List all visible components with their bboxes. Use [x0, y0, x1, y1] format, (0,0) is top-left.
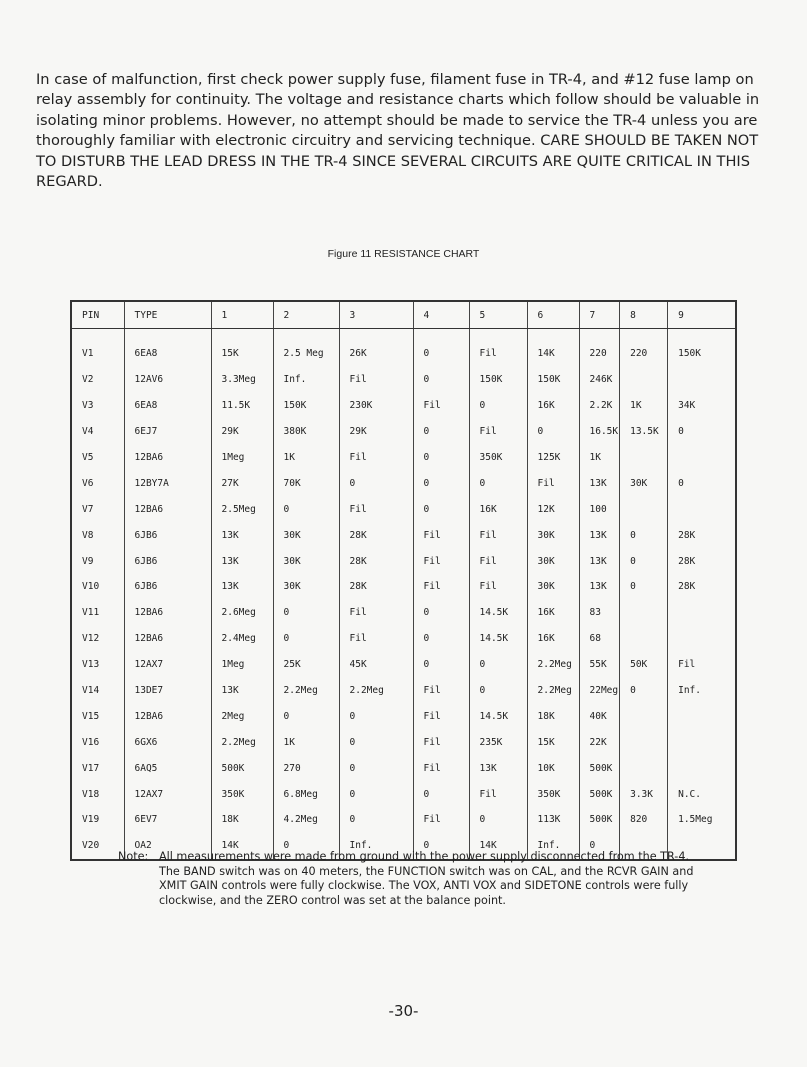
- type-cell: 12BA6: [124, 600, 211, 626]
- resistance-cell: [668, 703, 736, 729]
- resistance-cell: 13K: [211, 522, 273, 548]
- resistance-cell: 2.4Meg: [211, 626, 273, 652]
- table-row: [71, 496, 736, 522]
- pin-cell: V1: [71, 341, 124, 367]
- column-header: PIN: [71, 301, 124, 329]
- resistance-cell: 40K: [579, 703, 620, 729]
- resistance-cell: [620, 755, 668, 781]
- resistance-cell: 150K: [527, 367, 579, 393]
- resistance-cell: [668, 496, 736, 522]
- resistance-cell: 0: [339, 807, 413, 833]
- type-cell: 12AX7: [124, 652, 211, 678]
- resistance-cell: 13.5K: [620, 419, 668, 445]
- resistance-cell: 30K: [527, 548, 579, 574]
- resistance-cell: 28K: [339, 548, 413, 574]
- pin-cell: V8: [71, 522, 124, 548]
- resistance-cell: 1Meg: [211, 445, 273, 471]
- pin-cell: V18: [71, 781, 124, 807]
- pin-cell: V14: [71, 678, 124, 704]
- resistance-cell: 18K: [527, 703, 579, 729]
- resistance-cell: 22Meg: [579, 678, 620, 704]
- resistance-cell: 0: [620, 574, 668, 600]
- resistance-cell: 0: [339, 755, 413, 781]
- resistance-cell: 2.6Meg: [211, 600, 273, 626]
- resistance-cell: 13K: [579, 548, 620, 574]
- resistance-cell: 2.5 Meg: [273, 341, 339, 367]
- table-row: [71, 626, 736, 652]
- spacer-cell: [413, 329, 469, 342]
- resistance-cell: 12K: [527, 496, 579, 522]
- spacer-cell: [469, 329, 527, 342]
- resistance-cell: 13K: [469, 755, 527, 781]
- spacer-cell: [668, 329, 736, 342]
- resistance-cell: 1K: [579, 445, 620, 471]
- pin-cell: V12: [71, 626, 124, 652]
- resistance-cell: 16K: [527, 393, 579, 419]
- type-cell: 6JB6: [124, 574, 211, 600]
- type-cell: 12BA6: [124, 626, 211, 652]
- resistance-cell: 2.2K: [579, 393, 620, 419]
- resistance-cell: 0: [273, 703, 339, 729]
- resistance-cell: 1.5Meg: [668, 807, 736, 833]
- resistance-cell: Fil: [413, 807, 469, 833]
- resistance-cell: 4.2Meg: [273, 807, 339, 833]
- resistance-cell: [620, 600, 668, 626]
- resistance-cell: 15K: [211, 341, 273, 367]
- resistance-cell: 220: [620, 341, 668, 367]
- resistance-cell: 1Meg: [211, 652, 273, 678]
- table-row: [71, 678, 736, 704]
- spacer-row: [71, 329, 736, 342]
- resistance-cell: 0: [413, 496, 469, 522]
- resistance-cell: Fil: [413, 522, 469, 548]
- resistance-cell: 28K: [339, 574, 413, 600]
- resistance-cell: 350K: [527, 781, 579, 807]
- resistance-cell: 0: [413, 445, 469, 471]
- resistance-cell: 0: [339, 729, 413, 755]
- resistance-cell: 55K: [579, 652, 620, 678]
- type-cell: OA2: [124, 833, 211, 860]
- spacer-cell: [620, 329, 668, 342]
- spacer-cell: [124, 329, 211, 342]
- resistance-cell: Inf.: [668, 678, 736, 704]
- type-cell: 12AV6: [124, 367, 211, 393]
- resistance-cell: 14.5K: [469, 703, 527, 729]
- resistance-cell: 3.3Meg: [211, 367, 273, 393]
- spacer-cell: [527, 329, 579, 342]
- type-cell: 12AX7: [124, 781, 211, 807]
- resistance-cell: 50K: [620, 652, 668, 678]
- resistance-cell: 0: [413, 367, 469, 393]
- resistance-cell: 0: [620, 678, 668, 704]
- pin-cell: V5: [71, 445, 124, 471]
- resistance-cell: 28K: [339, 522, 413, 548]
- column-header: 2: [273, 301, 339, 329]
- resistance-cell: 150K: [273, 393, 339, 419]
- table-row: [71, 548, 736, 574]
- pin-cell: V17: [71, 755, 124, 781]
- resistance-cell: 0: [273, 626, 339, 652]
- resistance-cell: 2.2Meg: [273, 678, 339, 704]
- resistance-cell: 820: [620, 807, 668, 833]
- resistance-cell: 22K: [579, 729, 620, 755]
- column-header: 6: [527, 301, 579, 329]
- resistance-cell: Fil: [469, 574, 527, 600]
- resistance-cell: Fil: [413, 393, 469, 419]
- table-row: [71, 445, 736, 471]
- resistance-cell: [668, 367, 736, 393]
- resistance-cell: [668, 626, 736, 652]
- resistance-cell: 0: [413, 781, 469, 807]
- resistance-cell: 13K: [579, 470, 620, 496]
- type-cell: 6EA8: [124, 341, 211, 367]
- resistance-cell: [620, 445, 668, 471]
- type-cell: 12BA6: [124, 496, 211, 522]
- table-row: [71, 729, 736, 755]
- resistance-cell: 16K: [469, 496, 527, 522]
- type-cell: 6AQ5: [124, 755, 211, 781]
- pin-cell: V15: [71, 703, 124, 729]
- resistance-cell: 14K: [469, 833, 527, 860]
- table-header-row: [71, 301, 736, 329]
- resistance-cell: 0: [469, 807, 527, 833]
- resistance-cell: 28K: [668, 522, 736, 548]
- pin-cell: V19: [71, 807, 124, 833]
- resistance-cell: Fil: [469, 419, 527, 445]
- resistance-cell: 14.5K: [469, 600, 527, 626]
- resistance-cell: 30K: [273, 522, 339, 548]
- resistance-cell: 2.5Meg: [211, 496, 273, 522]
- resistance-cell: Fil: [469, 522, 527, 548]
- resistance-cell: Fil: [527, 470, 579, 496]
- resistance-cell: 6.8Meg: [273, 781, 339, 807]
- table-row: [71, 781, 736, 807]
- resistance-cell: 0: [668, 470, 736, 496]
- resistance-cell: 0: [339, 703, 413, 729]
- resistance-cell: 11.5K: [211, 393, 273, 419]
- resistance-cell: 500K: [211, 755, 273, 781]
- resistance-cell: 14K: [527, 341, 579, 367]
- resistance-cell: 0: [469, 652, 527, 678]
- resistance-cell: 350K: [211, 781, 273, 807]
- table-row: [71, 652, 736, 678]
- type-cell: 6GX6: [124, 729, 211, 755]
- resistance-cell: 68: [579, 626, 620, 652]
- resistance-cell: [668, 729, 736, 755]
- resistance-cell: 25K: [273, 652, 339, 678]
- resistance-cell: 500K: [579, 755, 620, 781]
- resistance-cell: 0: [413, 470, 469, 496]
- resistance-cell: 2.2Meg: [211, 729, 273, 755]
- resistance-cell: 0: [469, 470, 527, 496]
- resistance-cell: 30K: [527, 522, 579, 548]
- resistance-cell: 0: [579, 833, 620, 860]
- resistance-cell: Fil: [413, 703, 469, 729]
- pin-cell: V10: [71, 574, 124, 600]
- resistance-cell: 28K: [668, 548, 736, 574]
- table-row: [71, 367, 736, 393]
- resistance-cell: 28K: [668, 574, 736, 600]
- intro-paragraph: In case of malfunction, first check power supply fuse, filament fuse in TR-4, and #12 fuse lamp on relay assembly for continuity. The voltage and resistance charts which follow should be valuable in isolating minor problems. However, no attempt should be made to service the TR-4 unless you are thoroughly familiar with electronic circuitry and servicing technique. CARE SHOULD BE TAKEN NOT TO DISTURB THE LEAD DRESS IN THE TR-4 SINCE SEVERAL CIRCUITS ARE QUITE CRITICAL IN THIS REGARD.: [36, 71, 760, 191]
- column-header: 3: [339, 301, 413, 329]
- resistance-cell: 14K: [211, 833, 273, 860]
- resistance-cell: 246K: [579, 367, 620, 393]
- resistance-cell: 45K: [339, 652, 413, 678]
- note-label: Note:: [118, 850, 149, 863]
- pin-cell: V6: [71, 470, 124, 496]
- type-cell: 6EV7: [124, 807, 211, 833]
- table-row: [71, 393, 736, 419]
- resistance-cell: 150K: [469, 367, 527, 393]
- type-cell: 6EA8: [124, 393, 211, 419]
- resistance-cell: Inf.: [273, 367, 339, 393]
- table-row: [71, 419, 736, 445]
- resistance-cell: 380K: [273, 419, 339, 445]
- resistance-cell: 2Meg: [211, 703, 273, 729]
- resistance-cell: 13K: [211, 548, 273, 574]
- resistance-cell: 113K: [527, 807, 579, 833]
- resistance-cell: 500K: [579, 781, 620, 807]
- resistance-cell: 29K: [339, 419, 413, 445]
- table-row: [71, 341, 736, 367]
- column-header: 8: [620, 301, 668, 329]
- figure-caption: Figure 11 RESISTANCE CHART: [327, 248, 480, 260]
- resistance-cell: 0: [527, 419, 579, 445]
- column-header: 7: [579, 301, 620, 329]
- table-row: [71, 574, 736, 600]
- resistance-cell: 13K: [579, 522, 620, 548]
- resistance-cell: 350K: [469, 445, 527, 471]
- resistance-cell: [620, 729, 668, 755]
- resistance-cell: Fil: [469, 548, 527, 574]
- resistance-cell: 500K: [579, 807, 620, 833]
- resistance-cell: 13K: [579, 574, 620, 600]
- resistance-cell: 27K: [211, 470, 273, 496]
- resistance-cell: 2.2Meg: [339, 678, 413, 704]
- type-cell: 6JB6: [124, 522, 211, 548]
- resistance-cell: Fil: [413, 678, 469, 704]
- resistance-cell: 0: [413, 652, 469, 678]
- resistance-cell: 30K: [620, 470, 668, 496]
- table-row: [71, 755, 736, 781]
- resistance-cell: Fil: [339, 600, 413, 626]
- resistance-cell: 30K: [527, 574, 579, 600]
- resistance-cell: 0: [339, 781, 413, 807]
- resistance-cell: 0: [668, 419, 736, 445]
- pin-cell: V7: [71, 496, 124, 522]
- resistance-cell: Fil: [413, 574, 469, 600]
- resistance-cell: 270: [273, 755, 339, 781]
- table-row: [71, 522, 736, 548]
- resistance-cell: 0: [413, 600, 469, 626]
- pin-cell: V3: [71, 393, 124, 419]
- resistance-cell: 16.5K: [579, 419, 620, 445]
- resistance-cell: 1K: [273, 729, 339, 755]
- resistance-cell: 1K: [273, 445, 339, 471]
- pin-cell: V16: [71, 729, 124, 755]
- resistance-cell: 30K: [273, 548, 339, 574]
- column-header: TYPE: [124, 301, 211, 329]
- resistance-cell: Fil: [413, 755, 469, 781]
- resistance-cell: 0: [413, 419, 469, 445]
- pin-cell: V4: [71, 419, 124, 445]
- type-cell: 13DE7: [124, 678, 211, 704]
- resistance-cell: [620, 703, 668, 729]
- resistance-cell: 0: [339, 470, 413, 496]
- resistance-cell: 3.3K: [620, 781, 668, 807]
- resistance-cell: 2.2Meg: [527, 652, 579, 678]
- resistance-cell: 18K: [211, 807, 273, 833]
- resistance-cell: 15K: [527, 729, 579, 755]
- page-number: -30-: [388, 1002, 419, 1020]
- type-cell: 6JB6: [124, 548, 211, 574]
- resistance-cell: 0: [413, 626, 469, 652]
- pin-cell: V13: [71, 652, 124, 678]
- resistance-cell: 0: [620, 522, 668, 548]
- pin-cell: V2: [71, 367, 124, 393]
- resistance-cell: 29K: [211, 419, 273, 445]
- resistance-cell: Fil: [339, 626, 413, 652]
- resistance-cell: 0: [413, 833, 469, 860]
- column-header: 1: [211, 301, 273, 329]
- resistance-cell: 230K: [339, 393, 413, 419]
- resistance-cell: 14.5K: [469, 626, 527, 652]
- resistance-cell: Fil: [413, 729, 469, 755]
- spacer-cell: [339, 329, 413, 342]
- resistance-cell: 235K: [469, 729, 527, 755]
- type-cell: 12BY7A: [124, 470, 211, 496]
- resistance-cell: 0: [273, 496, 339, 522]
- resistance-cell: 13K: [211, 574, 273, 600]
- resistance-cell: 220: [579, 341, 620, 367]
- resistance-cell: 2.2Meg: [527, 678, 579, 704]
- resistance-cell: [668, 755, 736, 781]
- resistance-cell: 0: [620, 548, 668, 574]
- resistance-cell: Fil: [469, 781, 527, 807]
- resistance-cell: 30K: [273, 574, 339, 600]
- type-cell: 6EJ7: [124, 419, 211, 445]
- pin-cell: V11: [71, 600, 124, 626]
- resistance-cell: [668, 600, 736, 626]
- resistance-cell: Fil: [339, 445, 413, 471]
- spacer-cell: [273, 329, 339, 342]
- table-row: [71, 470, 736, 496]
- resistance-cell: Fil: [469, 341, 527, 367]
- resistance-cell: 0: [469, 393, 527, 419]
- spacer-cell: [211, 329, 273, 342]
- spacer-cell: [71, 329, 124, 342]
- type-cell: 12BA6: [124, 445, 211, 471]
- resistance-cell: 0: [273, 600, 339, 626]
- resistance-cell: 150K: [668, 341, 736, 367]
- resistance-cell: Fil: [668, 652, 736, 678]
- table-row: [71, 600, 736, 626]
- table-row: [71, 807, 736, 833]
- resistance-cell: [620, 496, 668, 522]
- resistance-cell: 100: [579, 496, 620, 522]
- type-cell: 12BA6: [124, 703, 211, 729]
- resistance-cell: 13K: [211, 678, 273, 704]
- resistance-chart-table: [70, 300, 737, 861]
- resistance-cell: Fil: [413, 548, 469, 574]
- resistance-cell: 16K: [527, 626, 579, 652]
- resistance-cell: Inf.: [339, 833, 413, 860]
- resistance-cell: Inf.: [527, 833, 579, 860]
- column-header: 4: [413, 301, 469, 329]
- resistance-cell: 83: [579, 600, 620, 626]
- resistance-cell: N.C.: [668, 781, 736, 807]
- resistance-cell: [668, 445, 736, 471]
- resistance-cell: 34K: [668, 393, 736, 419]
- spacer-cell: [579, 329, 620, 342]
- resistance-cell: [620, 626, 668, 652]
- note-text: All measurements were made from ground with the power supply disconnected from the TR-4. The BAND switch was on 40 meters, the FUNCTION switch was on CAL, and the RCVR GAIN and XMIT GAIN controls were fully clockwise. The VOX, ANTI VOX and SIDETONE controls were fully clockwise, and the ZERO control was set at the balance point.: [159, 850, 694, 907]
- column-header: 9: [668, 301, 736, 329]
- resistance-cell: 10K: [527, 755, 579, 781]
- resistance-cell: [620, 367, 668, 393]
- resistance-cell: 26K: [339, 341, 413, 367]
- pin-cell: V9: [71, 548, 124, 574]
- resistance-cell: Fil: [339, 496, 413, 522]
- resistance-cell: 0: [273, 833, 339, 860]
- resistance-cell: 16K: [527, 600, 579, 626]
- table-row: [71, 703, 736, 729]
- resistance-cell: Fil: [339, 367, 413, 393]
- resistance-cell: 1K: [620, 393, 668, 419]
- resistance-cell: 0: [469, 678, 527, 704]
- resistance-cell: 125K: [527, 445, 579, 471]
- pin-cell: V20: [71, 833, 124, 860]
- resistance-cell: 0: [413, 341, 469, 367]
- resistance-cell: 70K: [273, 470, 339, 496]
- column-header: 5: [469, 301, 527, 329]
